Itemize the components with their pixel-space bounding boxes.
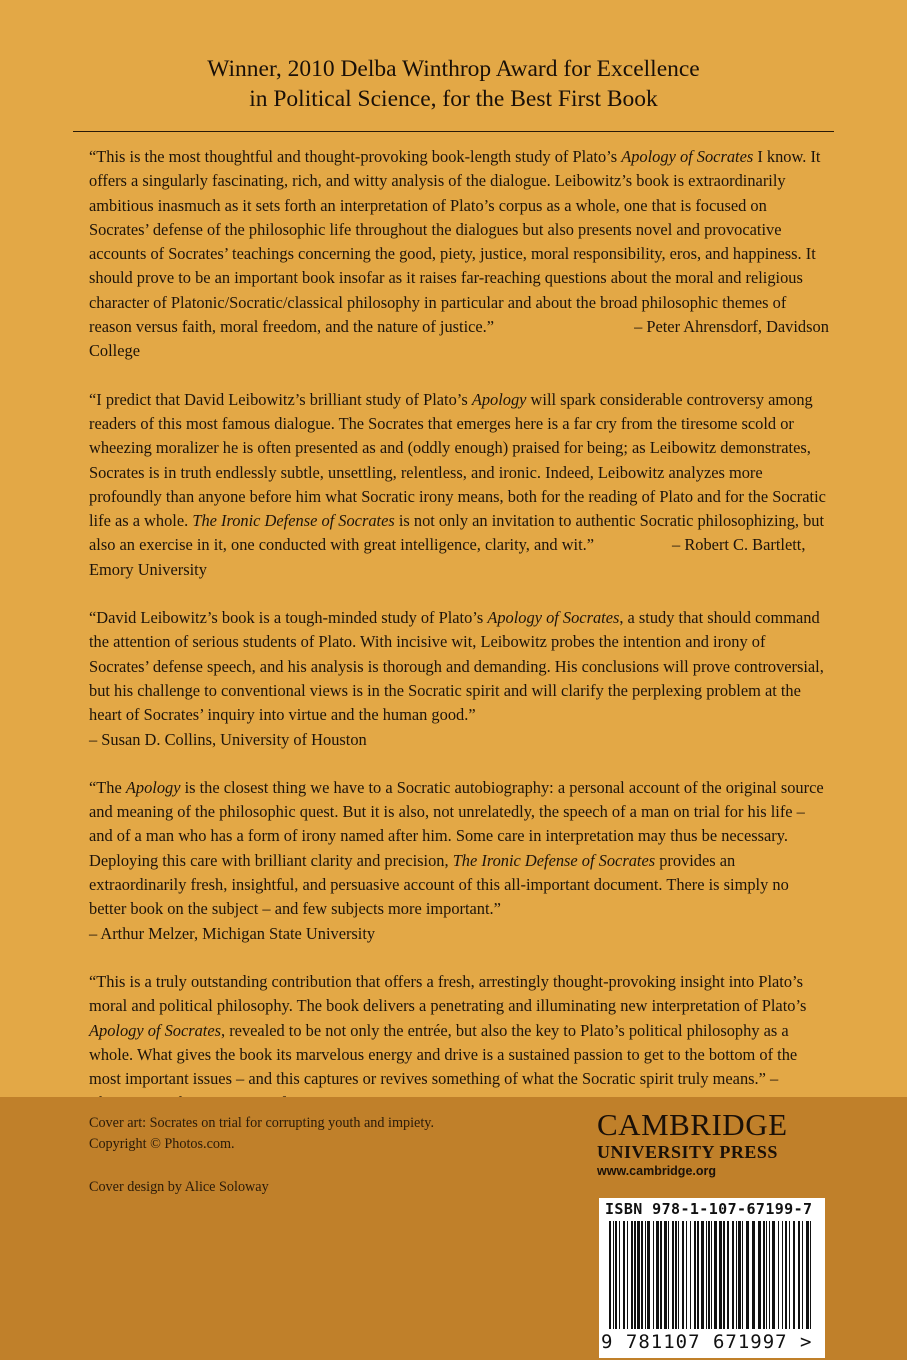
quote-text: is the closest thing we have to a Socratic autobiography: a personal account of the original source and meaning of the philosophic quest. But it is also, not unrelatedly, the speech of a man on trial for his life – and of a man who has a form of irony named after him. Some care in interpretation may thus be necessary. Deploying this care with brilliant clarity and precision, — [89, 777, 824, 870]
publisher-logo — [597, 1109, 837, 1179]
barcode-bar — [609, 1221, 611, 1329]
barcode-bar — [758, 1221, 761, 1329]
barcode-bars — [607, 1221, 817, 1329]
barcode-bar — [615, 1221, 617, 1329]
barcode-bar — [746, 1221, 749, 1329]
barcode-bar — [732, 1221, 734, 1329]
quote-title-italic: Apology of Socrates — [89, 1020, 222, 1040]
quote-text: I know. It offers a singularly fascinating, rich, and witty analysis of the dialogue. Leibowitz’s book is extraordinarily ambitious inasmuch as it sets forth an interpretation of Plato’s corpus as a whole, one that is focused on Socrates’ defense of the philosophic life throughout the dialogues but also presents novel and provocative accounts of Socrates’ teachings concerning the good, piety, justice, moral responsibility, eros, and happiness. It should prove to be an important book insofar as it raises far-reaching questions about the moral and religious character of Platonic/Socratic/classical philosophy in particular and about the broad philosophic themes of reason versus faith, moral freedom, and the nature of justice.” — [89, 147, 821, 337]
quote-text: “This is the most thoughtful and thought-provoking book-length study of Plato’s — [89, 147, 622, 166]
barcode-bar — [672, 1221, 674, 1329]
barcode-bar — [789, 1221, 790, 1329]
barcode-bar — [708, 1221, 710, 1329]
cover-design-credit: Cover design by Alice Soloway — [89, 1179, 269, 1195]
publisher-press: UNIVERSITY PRESS — [597, 1142, 778, 1162]
quote-text: “David Leibowitz’s book is a tough-minded study of Plato’s — [89, 608, 488, 628]
quote-text: “I predict that David Leibowitz’s brilliant study of Plato’s — [89, 389, 472, 409]
cover-art-credit: Cover art: Socrates on trial for corrupting youth and impiety. — [89, 1115, 435, 1131]
barcode-bar — [656, 1221, 659, 1329]
barcode-digits: 9 781107 671997 > — [601, 1331, 813, 1353]
barcode-bar — [738, 1221, 741, 1329]
publisher-url: www.cambridge.org — [597, 1164, 717, 1178]
endorsement-attribution: – Arthur Melzer, Michigan State University — [89, 923, 376, 943]
footer-band — [0, 1097, 907, 1360]
quote-title-italic: Apology — [471, 389, 527, 409]
endorsement-melzer — [89, 776, 829, 946]
barcode-bar — [631, 1221, 633, 1329]
endorsement-attribution: – Peter Ahrensdorf, Davidson College — [89, 317, 829, 361]
endorsement-collins — [89, 606, 829, 752]
barcode-bar — [785, 1221, 787, 1329]
quote-text: , revealed to be not only the entrée, but also the key to Plato’s political philosophy as a whole. What gives the book its marvelous energy and drive is a sustained passion to get to the bottom of the most important issues – and this captures or revives something of what the Socratic spirit truly means.” — [89, 1020, 798, 1089]
endorsement-pangle — [89, 970, 829, 1116]
barcode-bar — [782, 1221, 783, 1329]
barcode-bar — [697, 1221, 699, 1329]
award-heading — [0, 54, 907, 114]
barcode-bar — [641, 1221, 643, 1329]
barcode-bar — [736, 1221, 737, 1329]
barcode-bar — [653, 1221, 654, 1329]
endorsement-text — [89, 970, 829, 1116]
barcode-bar — [686, 1221, 687, 1329]
endorsements — [89, 145, 829, 1140]
endorsement-text — [89, 606, 829, 727]
barcode-bar — [772, 1221, 775, 1329]
barcode-bar — [711, 1221, 712, 1329]
quote-title-italic: Apology of Socrates — [487, 608, 620, 628]
award-line-2: in Political Science, for the Best First Book — [249, 86, 658, 112]
quote-title-italic: The Ironic Defense of Socrates — [192, 511, 395, 531]
barcode-bar — [613, 1221, 614, 1329]
barcode-bar — [719, 1221, 722, 1329]
quote-title-italic: Apology — [125, 777, 181, 797]
quote-text: “This is a truly outstanding contribution that offers a fresh, arrestingly thought-provoking insight into Plato’s moral and political philosophy. The book delivers a penetrating and illuminating new interpretation of Plato’s — [89, 971, 807, 1016]
barcode-bar — [723, 1221, 725, 1329]
quote-title-italic: The Ironic Defense of Socrates — [452, 850, 656, 870]
barcode-bar — [769, 1221, 770, 1329]
barcode-bar — [634, 1221, 636, 1329]
isbn-label: ISBN 978-1-107-67199-7 — [605, 1200, 813, 1218]
barcode-bar — [806, 1221, 809, 1329]
endorsement-text — [89, 145, 829, 364]
barcode-bar — [637, 1221, 640, 1329]
barcode-bar — [660, 1221, 662, 1329]
barcode-bar — [706, 1221, 707, 1329]
award-line-1: Winner, 2010 Delba Winthrop Award for Excellence — [207, 56, 700, 82]
barcode-bar — [793, 1221, 795, 1329]
barcode-bar — [798, 1221, 800, 1329]
barcode-bar — [627, 1221, 628, 1329]
quote-text: provides an extraordinarily fresh, insightful, and persuasive account of this all-important document. There is simply no better book on the subject – and few subjects more important.” — [89, 850, 789, 919]
barcode-bar — [682, 1221, 684, 1329]
barcode-bar — [678, 1221, 679, 1329]
endorsement-text — [89, 388, 829, 582]
barcode-bar — [727, 1221, 729, 1329]
quote-title-italic: Apology of Socrates — [621, 147, 754, 166]
quote-text: will spark considerable controversy among readers of this most famous dialogue. The Socrates that emerges here is a far cry from the tiresome scold or wheezing moralizer he is often presented as and (oddly enough) praised for being; as Leibowitz demonstrates, Socrates is in truth endlessly subtle, unsettling, relentless, and ironic. Indeed, Leibowitz analyzes more profoundly than anyone before him what Socratic irony means, both for the reading of Plato and for the Socratic life as a whole. — [89, 389, 826, 531]
endorsement-bartlett — [89, 388, 829, 582]
barcode-bar — [645, 1221, 646, 1329]
quote-text: is not only an invitation to authentic Socratic philosophizing, but also an exercise in it, one conducted with great intelligence, clarity, and wit.” — [89, 511, 825, 555]
barcode-bar — [619, 1221, 620, 1329]
barcode-bar — [668, 1221, 669, 1329]
barcode-bar — [742, 1221, 743, 1329]
endorsement-attribution: – Robert C. Bartlett, Emory University — [89, 535, 806, 579]
barcode-bar — [714, 1221, 717, 1329]
endorsement-attribution: – Susan D. Collins, University of Houston — [89, 729, 367, 749]
quote-text: “The — [89, 777, 126, 797]
endorsement-text — [89, 776, 829, 922]
copyright-credit: Copyright © Photos.com. — [89, 1136, 235, 1152]
barcode-bar — [701, 1221, 704, 1329]
isbn-barcode — [599, 1198, 825, 1358]
barcode-bar — [778, 1221, 779, 1329]
barcode-bar — [810, 1221, 811, 1329]
barcode-bar — [694, 1221, 696, 1329]
endorsement-ahrensdorf — [89, 145, 829, 364]
barcode-bar — [802, 1221, 803, 1329]
barcode-bar — [763, 1221, 765, 1329]
barcode-bar — [690, 1221, 691, 1329]
barcode-bar — [664, 1221, 667, 1329]
barcode-bar — [766, 1221, 767, 1329]
quote-text: , a study that should command the attention of serious students of Plato. With incisive wit, Leibowitz probes the intention and irony of Socrates’ defense speech, and his analysis is thorough and demanding. His conclusions will prove controversial, but his challenge to conventional views is in the Socratic spirit and will clarify the perplexing problem at the heart of Socrates’ inquiry into virtue and the human good.” — [89, 608, 824, 725]
barcode-bar — [623, 1221, 625, 1329]
endorsement-attribution: – — [770, 1069, 779, 1089]
barcode-bar — [752, 1221, 755, 1329]
cover-credits — [89, 1113, 519, 1198]
divider-rule — [73, 131, 834, 132]
publisher-name: CAMBRIDGE — [597, 1107, 788, 1142]
barcode-bar — [647, 1221, 650, 1329]
barcode-bar — [675, 1221, 677, 1329]
